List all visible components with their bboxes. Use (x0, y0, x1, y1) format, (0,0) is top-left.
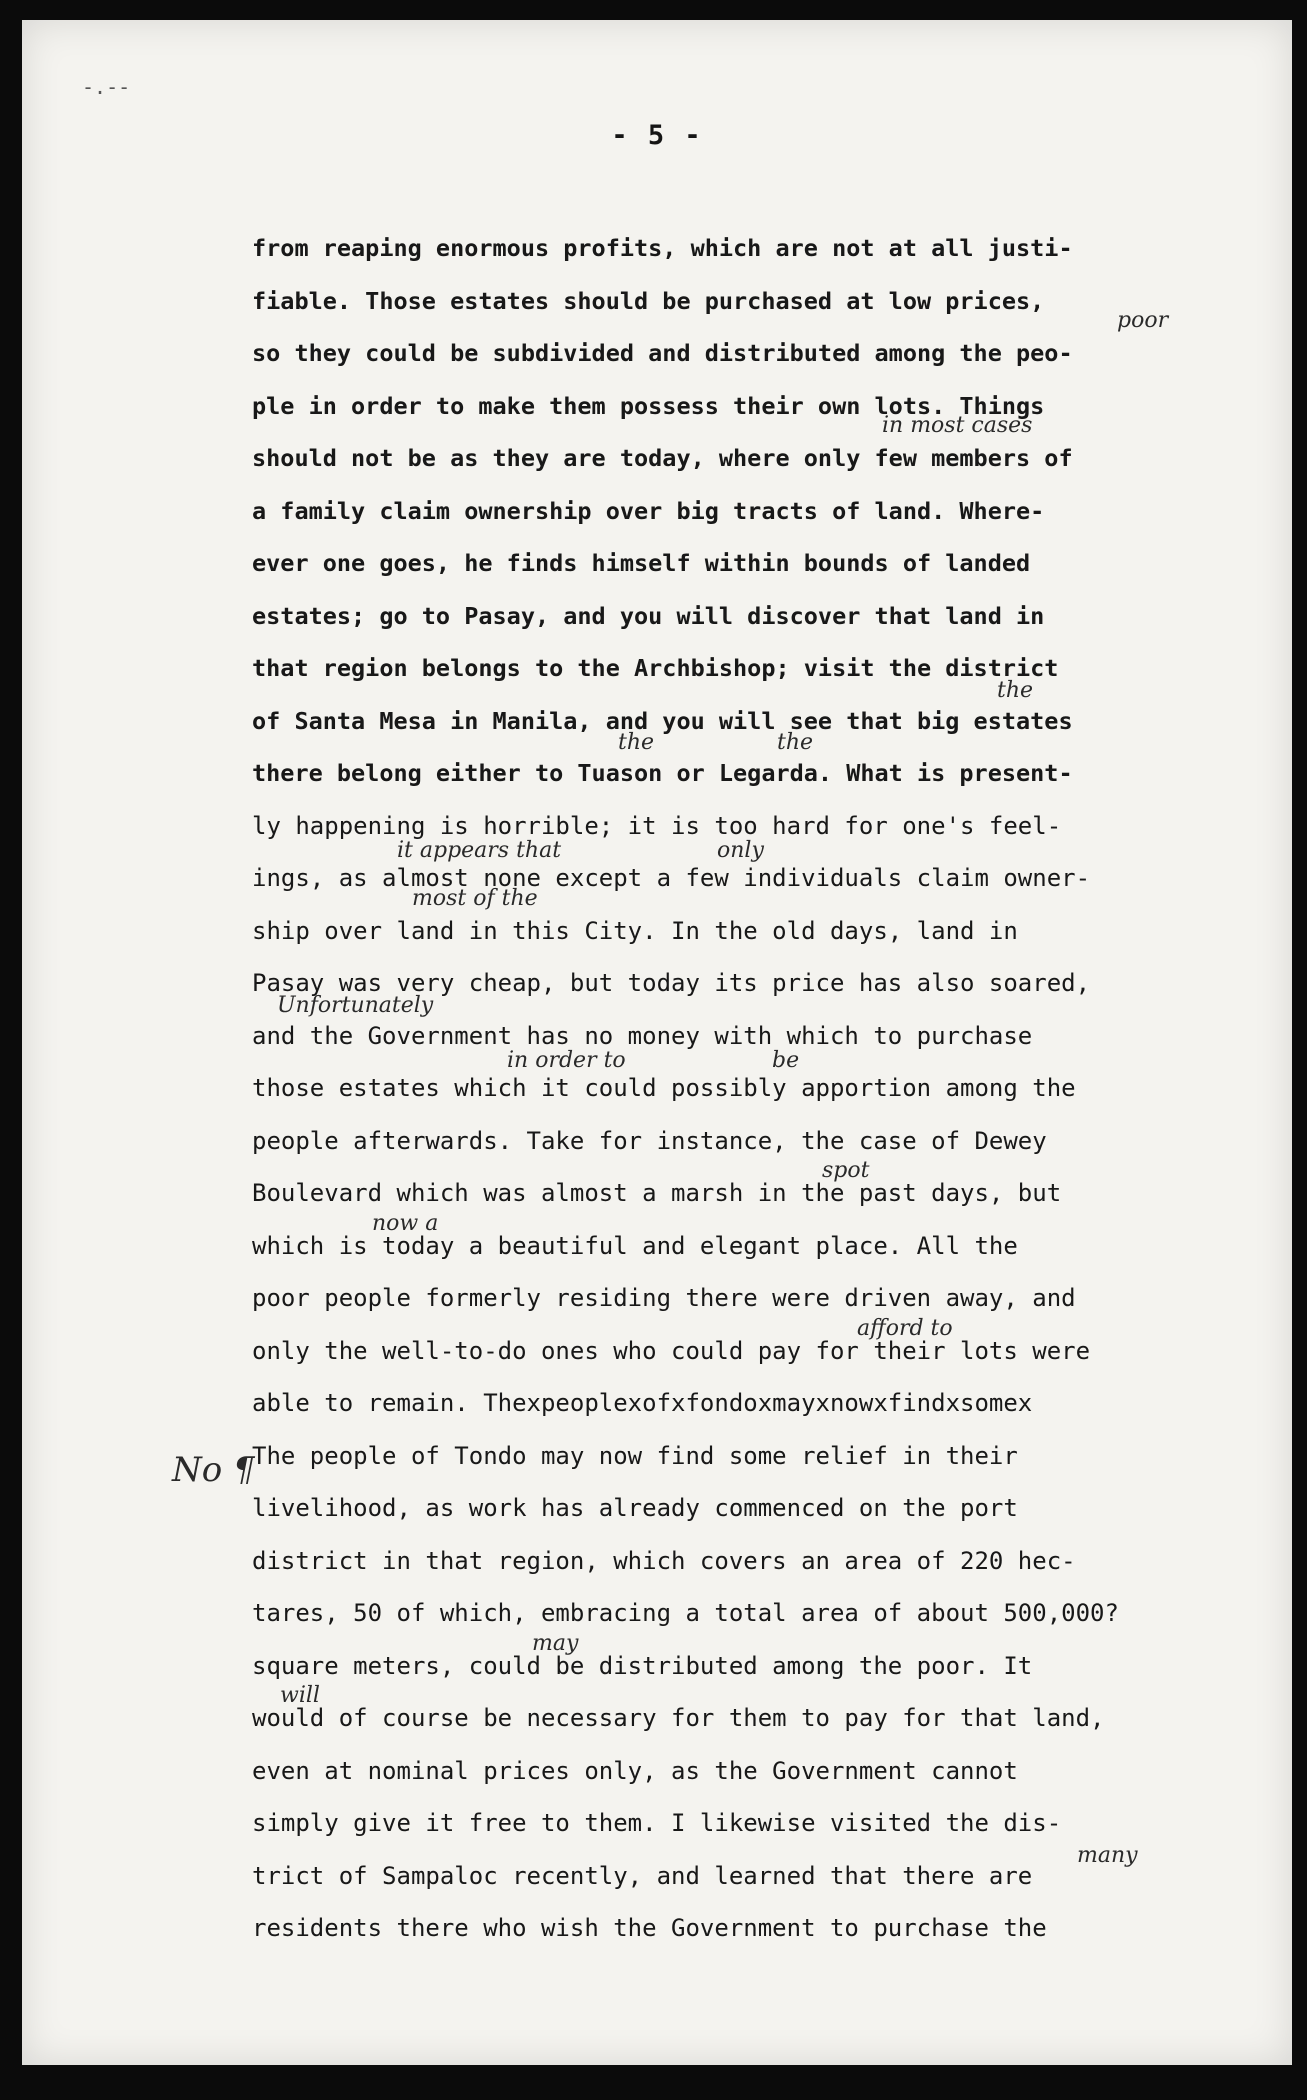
text-line: district in that region, which covers an area of 220 hec- (252, 1546, 1076, 1575)
text-line: simply give it free to them. I likewise visited the dis- (252, 1809, 1062, 1837)
text-line: and the Government has no money with which to purchase (252, 1021, 1033, 1050)
annotation-spot: spot (822, 1158, 870, 1183)
annotation-in-order-to: in order to (507, 1048, 626, 1073)
text-line: ever one goes, he finds himself within bounds of landed (252, 549, 1031, 577)
text-line: estates; go to Pasay, and you will discover that land in (252, 601, 1045, 630)
annotation-the-1: the (997, 678, 1034, 703)
text-line: of Santa Mesa in Manila, and you will see that big estates (252, 706, 1073, 735)
text-line: a family claim ownership over big tracts of land. Where- (252, 496, 1045, 525)
text-line: residents there who wish the Government to purchase the (252, 1914, 1047, 1942)
text-line: ings, as almost none except a few individuals claim owner- (252, 864, 1091, 892)
text-line: even at nominal prices only, as the Government cannot (252, 1756, 1018, 1785)
annotation-poor: poor (1117, 308, 1169, 333)
text-line: fiable. Those estates should be purchased at low prices, (252, 286, 1045, 315)
corner-mark: -.-- (82, 75, 131, 99)
annotation-in-most-cases: in most cases (882, 413, 1033, 438)
text-line: tares, 50 of which, embracing a total area of about 500,000? (252, 1599, 1119, 1627)
document-page (22, 20, 1292, 2065)
text-line: livelihood, as work has already commenced on the port (252, 1494, 1018, 1522)
annotation-will: will (280, 1683, 320, 1708)
text-line: so they could be subdivided and distributed among the peo- (252, 339, 1073, 367)
text-line: square meters, could be distributed among the poor. It (252, 1651, 1033, 1680)
annotation-may: may (532, 1631, 579, 1656)
text-line: would of course be necessary for them to pay for that land, (252, 1704, 1105, 1732)
text-line: there belong either to Tuason or Legarda. What is present- (252, 759, 1073, 787)
annotation-be: be (772, 1048, 800, 1073)
text-line: trict of Sampaloc recently, and learned that there are (252, 1861, 1033, 1890)
annotation-the-3: the (777, 730, 814, 755)
text-line: Boulevard which was almost a marsh in the past days, but (252, 1179, 1062, 1207)
annotation-unfortunately: Unfortunately (277, 993, 434, 1018)
typed-text-body (252, 222, 1252, 1955)
margin-note-no-paragraph: No ¶ (172, 1450, 255, 1490)
text-line: from reaping enormous profits, which are not at all justi- (252, 234, 1073, 262)
annotation-it-appears-that: it appears that (397, 838, 562, 863)
text-line: which is today a beautiful and elegant place. All the (252, 1231, 1018, 1260)
text-line: should not be as they are today, where only few members of (252, 444, 1073, 472)
text-line: ship over land in this City. In the old days, land in (252, 916, 1018, 945)
text-line: poor people formerly residing there were driven away, and (252, 1284, 1076, 1312)
text-line: people afterwards. Take for instance, the case of Dewey (252, 1126, 1047, 1155)
text-line: those estates which it could possibly apportion among the (252, 1074, 1076, 1102)
annotation-now-a: now a (372, 1211, 439, 1236)
text-line: that region belongs to the Archbishop; visit the district (252, 654, 1059, 682)
annotation-many: many (1077, 1843, 1138, 1868)
text-line: only the well-to-do ones who could pay for their lots were (252, 1336, 1091, 1365)
text-line: Pasay was very cheap, but today its price has also soared, (252, 969, 1091, 997)
text-line: ple in order to make them possess their own lots. Things (252, 391, 1045, 420)
text-line: The people of Tondo may now find some relief in their (252, 1441, 1018, 1470)
text-line: ly happening is horrible; it is too hard for one's feel- (252, 811, 1062, 840)
annotation-most-of-the: most of the (412, 886, 538, 911)
annotation-only: only (717, 838, 764, 863)
annotation-afford-to: afford to (857, 1316, 953, 1341)
page-number: - 5 - (611, 120, 703, 151)
annotation-the-2: the (618, 730, 655, 755)
text-line: able to remain. Thexpeoplexofxfondoxmayxnowxfindxsomex (252, 1389, 1033, 1417)
